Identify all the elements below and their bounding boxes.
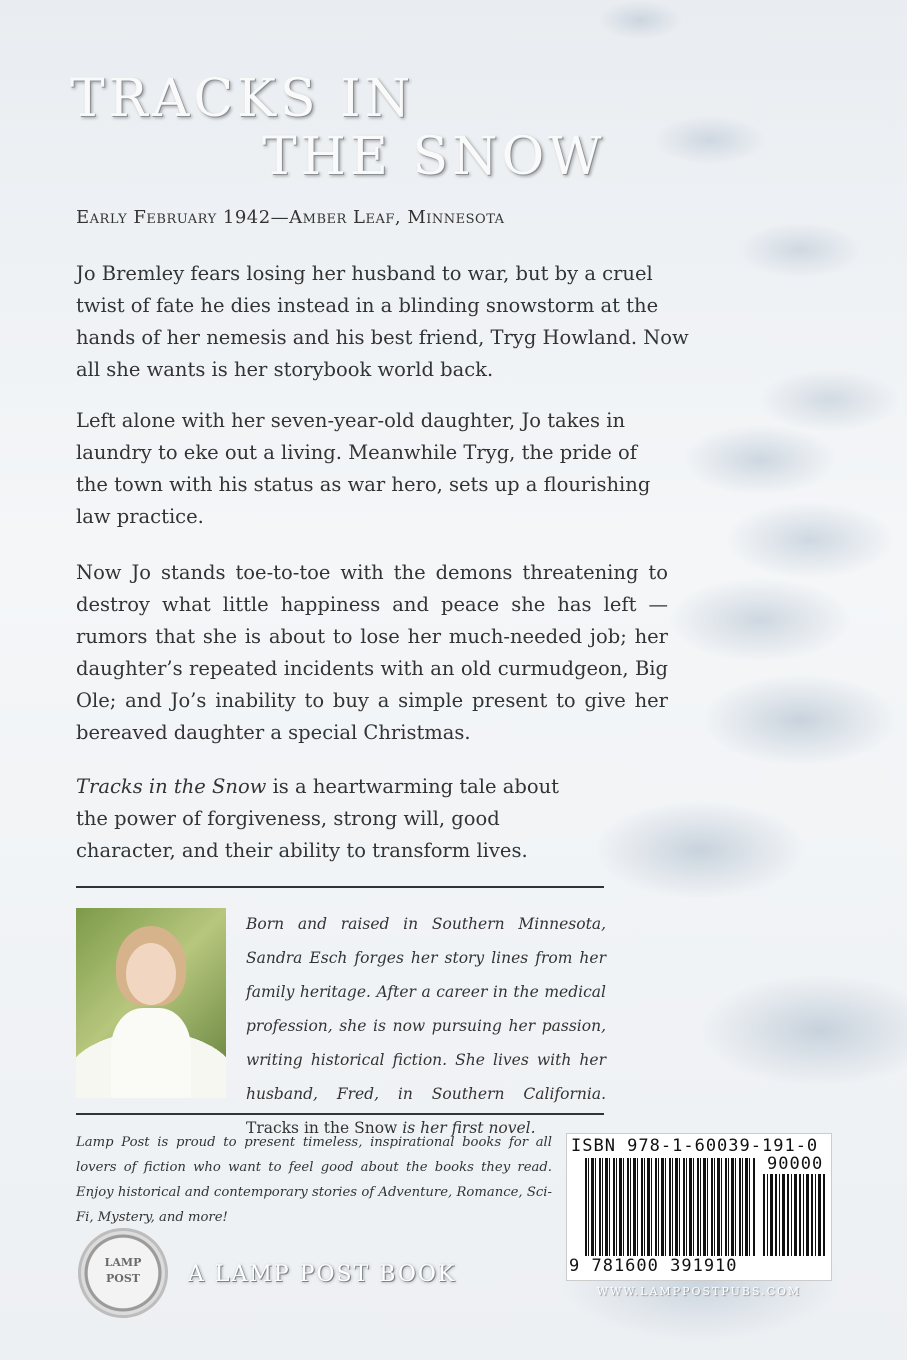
author-bio-ending: is her first novel.	[402, 1119, 536, 1137]
publisher-promo: Lamp Post is proud to present timeless, inspirational books for all lovers of fiction who want to feel good about the books they read. Enjoy historical and contemporary stories of Adventure, Romance, Sci-Fi, Mystery, and more!	[76, 1135, 552, 1225]
barcode-digits: 9 781600 391910	[569, 1256, 738, 1276]
seal-text-1: LAMP	[104, 1256, 142, 1269]
book-title-inline: Tracks in the Snow	[76, 775, 267, 798]
seal-text-2: POST	[106, 1272, 140, 1285]
isbn-text: ISBN 978-1-60039-191-0	[571, 1136, 819, 1156]
book-title	[70, 70, 630, 186]
publisher-tagline: A LAMP POST BOOK	[188, 1262, 457, 1287]
divider-top	[76, 886, 604, 888]
title-line-2: THE SNOW	[262, 127, 606, 187]
barcode-bars	[585, 1158, 755, 1256]
setting-subhead: Early February 1942—Amber Leaf, Minnesota	[76, 207, 505, 228]
barcode-addon-bars	[763, 1174, 825, 1256]
isbn-barcode	[566, 1133, 832, 1281]
barcode-addon: 90000	[767, 1154, 824, 1174]
publisher-url: WWW.LAMPPOSTPUBS.COM	[596, 1285, 802, 1298]
blurb-paragraph-2: Left alone with her seven-year-old daughter, Jo takes in laundry to eke out a living. Meanwhile Tryg, the pride of the town with his status as war hero, sets up a flourishing law practice.	[76, 409, 651, 528]
blurb-paragraph-4-text: is a heartwarming tale about the power of forgiveness, strong will, good character, and their ability to transform lives.	[76, 775, 560, 862]
author-photo	[76, 908, 226, 1098]
blurb-paragraph-4	[76, 771, 576, 867]
author-bio	[246, 907, 606, 1145]
divider-bottom	[76, 1113, 604, 1115]
blurb-paragraph-3: Now Jo stands toe-to-toe with the demons threatening to destroy what little happiness and peace she has left — rumors that she is about to lose her much-needed job; her daughter’s repeated incidents with an old curmudgeon, Big Ole; and Jo’s inability to buy a simple present to give her bereaved daughter a special Christmas.	[76, 561, 668, 744]
author-bio-text: Born and raised in Southern Minnesota, Sandra Esch forges her story lines from her family heritage. After a career in the medical profession, she is now pursuing her passion, writing historical fiction. She lives with her husband, Fred, in Southern California.	[246, 915, 606, 1103]
author-bio-book-title: Tracks in the Snow	[246, 1119, 403, 1137]
lamp-post-seal-logo	[78, 1228, 168, 1318]
blurb-paragraph-1: Jo Bremley fears losing her husband to war, but by a cruel twist of fate he dies instead in a blinding snowstorm at the hands of her nemesis and his best friend, Tryg Howland. Now all she wants is her storybook world back.	[76, 262, 689, 381]
title-line-1: TRACKS IN	[70, 69, 415, 129]
